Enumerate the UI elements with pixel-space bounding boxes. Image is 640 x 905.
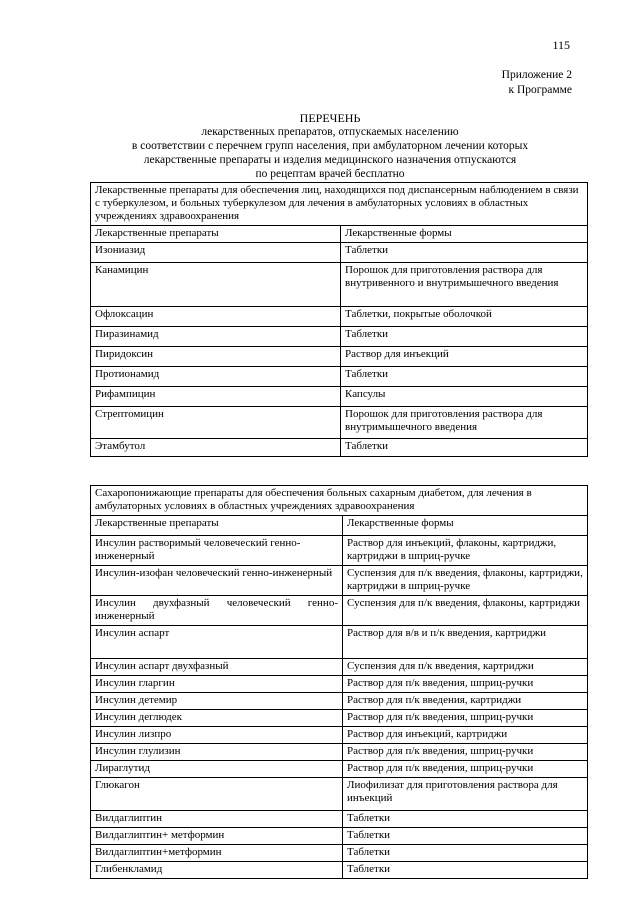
drug-form: Таблетки, покрытые оболочкой bbox=[341, 307, 588, 327]
table-row bbox=[91, 327, 588, 347]
drug-form: Таблетки bbox=[343, 862, 588, 879]
table-row bbox=[91, 596, 588, 626]
drug-name: Инсулин-изофан человеческий генно-инженерный bbox=[91, 566, 343, 596]
drug-form: Таблетки bbox=[341, 367, 588, 387]
table-row bbox=[91, 862, 588, 879]
table-row bbox=[91, 566, 588, 596]
table-caption: Сахаропонижающие препараты для обеспечения больных сахарным диабетом, для лечения в амбулаторных условиях в областных учреждениях здравоохранения bbox=[91, 486, 588, 516]
appendix-line-1: Приложение 2 bbox=[501, 69, 572, 81]
table-row bbox=[91, 243, 588, 263]
table-row bbox=[91, 263, 588, 307]
column-header-forms: Лекарственные формы bbox=[341, 226, 588, 243]
table-row bbox=[91, 710, 588, 727]
drug-form: Таблетки bbox=[343, 828, 588, 845]
heading-line-1: лекарственных препаратов, отпускаемых населению bbox=[201, 126, 459, 138]
table-caption: Лекарственные препараты для обеспечения лиц, находящихся под диспансерным наблюдением в связи с туберкулезом, и больных туберкулезом для лечения в амбулаторных условиях в областных учреждениях здравоохранения bbox=[91, 183, 588, 226]
drug-name: Лираглутид bbox=[91, 761, 343, 778]
table-row bbox=[91, 536, 588, 566]
drug-form: Таблетки bbox=[343, 811, 588, 828]
drug-name: Инсулин деглюдек bbox=[91, 710, 343, 727]
drug-name: Стрептомицин bbox=[91, 407, 341, 439]
drug-form: Раствор для в/в и п/к введения, картриджи bbox=[343, 626, 588, 659]
column-header-drugs: Лекарственные препараты bbox=[91, 516, 343, 536]
drug-name: Инсулин лизпро bbox=[91, 727, 343, 744]
appendix-note bbox=[502, 68, 572, 98]
drug-form: Раствор для п/к введения, шприц-ручки bbox=[343, 710, 588, 727]
drug-name: Этамбутол bbox=[91, 439, 341, 457]
table-row bbox=[91, 811, 588, 828]
drug-form: Суспензия для п/к введения, картриджи bbox=[343, 659, 588, 676]
drug-name: Вилдаглиптин+ метформин bbox=[91, 828, 343, 845]
table-row bbox=[91, 744, 588, 761]
drug-name: Инсулин аспарт двухфазный bbox=[91, 659, 343, 676]
heading-line-3: лекарственные препараты и изделия медицинского назначения отпускаются bbox=[143, 154, 517, 166]
table-row bbox=[91, 761, 588, 778]
drug-form: Таблетки bbox=[341, 439, 588, 457]
drug-form: Таблетки bbox=[343, 845, 588, 862]
drug-name: Глюкагон bbox=[91, 778, 343, 811]
drug-form: Порошок для приготовления раствора для внутривенного и внутримышечного введения bbox=[341, 263, 588, 307]
drug-form: Капсулы bbox=[341, 387, 588, 407]
table-row bbox=[91, 407, 588, 439]
drug-name: Вилдаглиптин bbox=[91, 811, 343, 828]
drug-name: Пиридоксин bbox=[91, 347, 341, 367]
table-header-row bbox=[91, 226, 588, 243]
column-header-drugs: Лекарственные препараты bbox=[91, 226, 341, 243]
drug-name: Инсулин гларгин bbox=[91, 676, 343, 693]
drug-name: Вилдаглиптин+метформин bbox=[91, 845, 343, 862]
heading-line-4: по рецептам врачей бесплатно bbox=[255, 168, 405, 180]
table-row bbox=[91, 659, 588, 676]
table-row bbox=[91, 845, 588, 862]
document-heading bbox=[90, 111, 570, 181]
drug-name: Пиразинамид bbox=[91, 327, 341, 347]
heading-line-2: в соответствии с перечнем групп населения, при амбулаторном лечении которых bbox=[131, 140, 529, 152]
drug-form: Раствор для п/к введения, шприц-ручки bbox=[343, 744, 588, 761]
drug-form: Раствор для п/к введения, шприц-ручки bbox=[343, 676, 588, 693]
drug-name: Глибенкламид bbox=[91, 862, 343, 879]
drug-form: Раствор для инъекций, флаконы, картриджи, картриджи в шприц-ручке bbox=[343, 536, 588, 566]
table-row bbox=[91, 676, 588, 693]
table-row bbox=[91, 307, 588, 327]
drug-form: Порошок для приготовления раствора для внутримышечного введения bbox=[341, 407, 588, 439]
drug-name: Инсулин растворимый человеческий генно-инженерный bbox=[91, 536, 343, 566]
document-title: ПЕРЕЧЕНЬ bbox=[299, 111, 361, 125]
drug-form: Раствор для п/к введения, картриджи bbox=[343, 693, 588, 710]
table-row bbox=[91, 439, 588, 457]
drug-name: Офлоксацин bbox=[91, 307, 341, 327]
drug-form: Таблетки bbox=[341, 327, 588, 347]
drug-name: Инсулин глулизин bbox=[91, 744, 343, 761]
drug-name: Канамицин bbox=[91, 263, 341, 307]
table-row bbox=[91, 626, 588, 659]
column-header-forms: Лекарственные формы bbox=[343, 516, 588, 536]
diabetes-drugs-table bbox=[90, 485, 588, 879]
drug-form: Раствор для инъекций, картриджи bbox=[343, 727, 588, 744]
drug-name: Инсулин аспарт bbox=[91, 626, 343, 659]
table-header-row bbox=[91, 516, 588, 536]
drug-name: Инсулин детемир bbox=[91, 693, 343, 710]
page-number: 115 bbox=[552, 38, 570, 52]
appendix-line-2: к Программе bbox=[508, 84, 572, 96]
table-row bbox=[91, 727, 588, 744]
drug-name: Изониазид bbox=[91, 243, 341, 263]
drug-name: Протионамид bbox=[91, 367, 341, 387]
table-row bbox=[91, 778, 588, 811]
drug-form: Суспензия для п/к введения, флаконы, картриджи bbox=[343, 596, 588, 626]
drug-form: Суспензия для п/к введения, флаконы, картриджи, картриджи в шприц-ручке bbox=[343, 566, 588, 596]
table-row bbox=[91, 367, 588, 387]
table-row bbox=[91, 693, 588, 710]
table-row bbox=[91, 347, 588, 367]
table-row bbox=[91, 387, 588, 407]
table-row bbox=[91, 828, 588, 845]
drug-form: Лиофилизат для приготовления раствора для инъекций bbox=[343, 778, 588, 811]
tuberculosis-drugs-table bbox=[90, 182, 588, 457]
drug-form: Раствор для инъекций bbox=[341, 347, 588, 367]
drug-name: Рифампицин bbox=[91, 387, 341, 407]
drug-name: Инсулин двухфазный человеческий генно-инженерный bbox=[91, 596, 343, 626]
drug-form: Таблетки bbox=[341, 243, 588, 263]
drug-form: Раствор для п/к введения, шприц-ручки bbox=[343, 761, 588, 778]
